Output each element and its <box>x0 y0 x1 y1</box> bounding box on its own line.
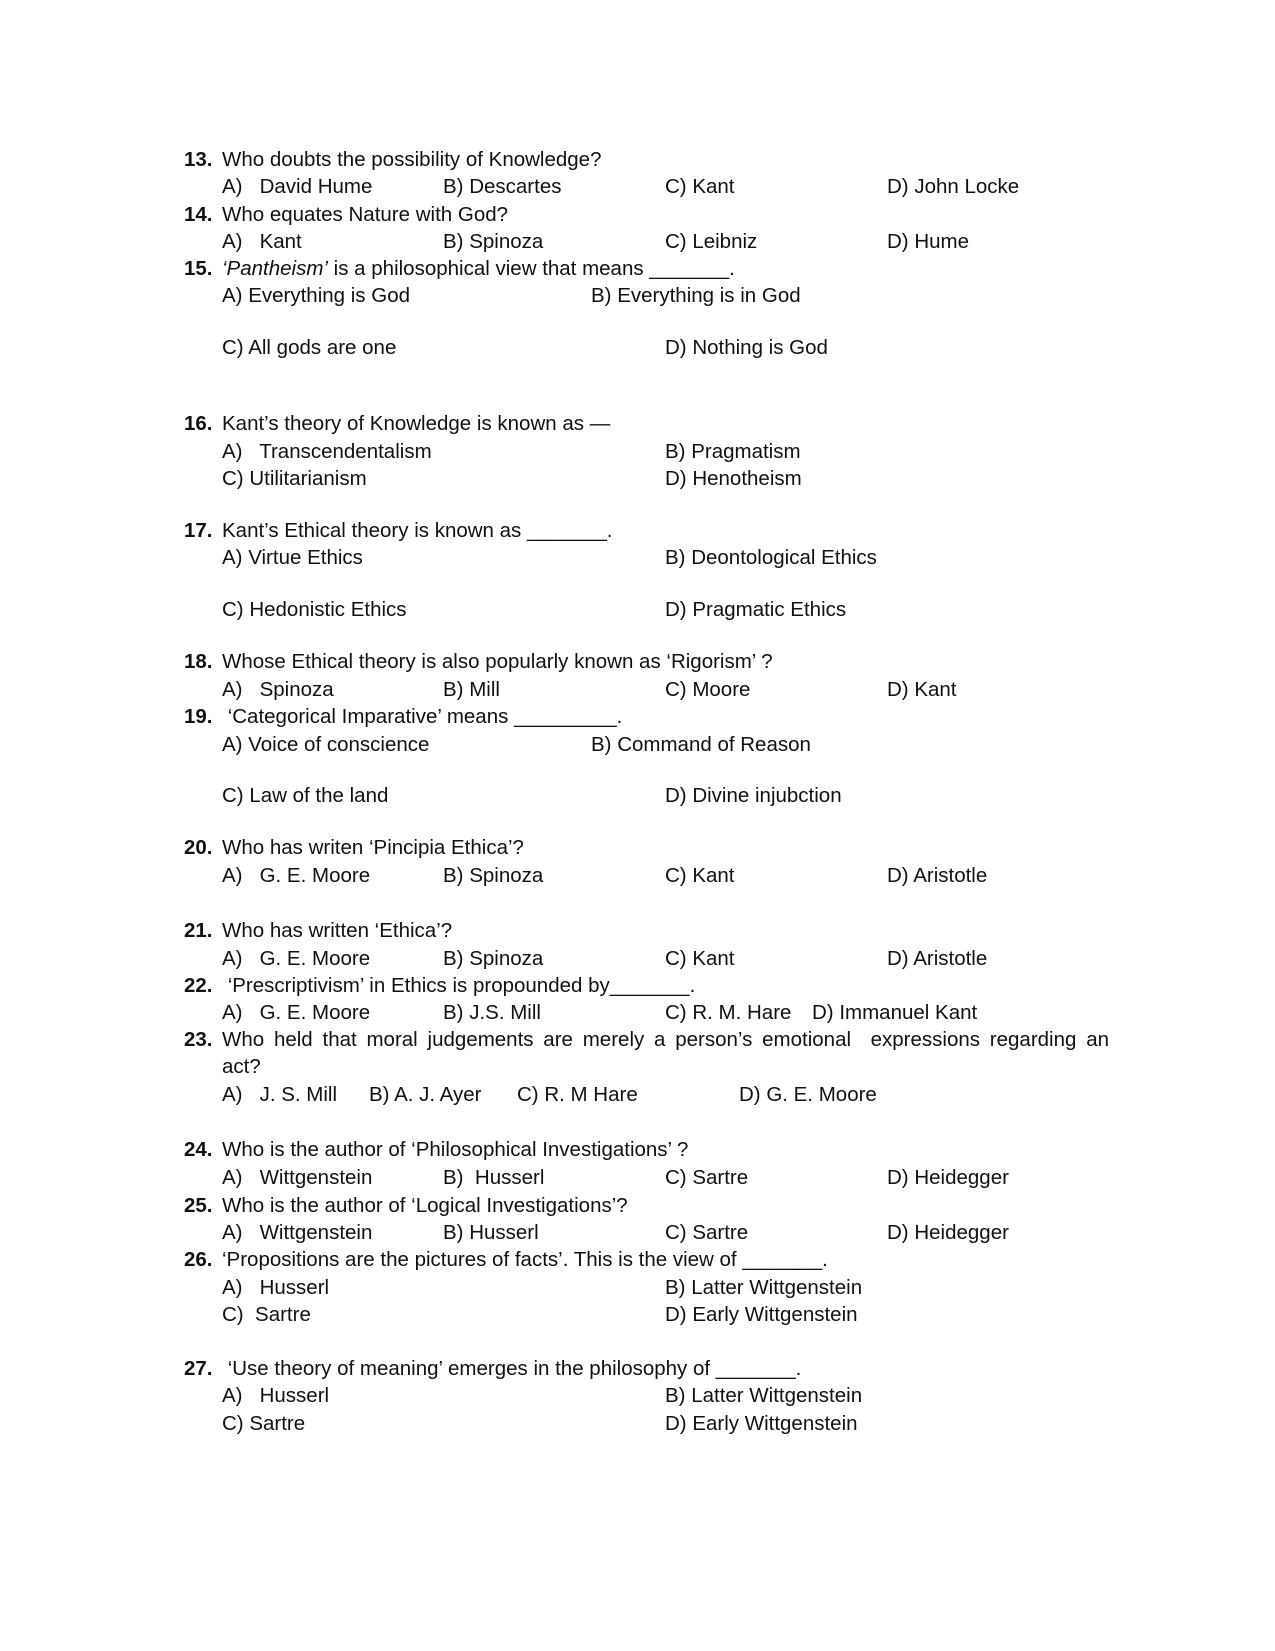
question-text: Kant’s theory of Knowledge is known as — <box>222 412 611 435</box>
options-13 <box>0 173 1275 201</box>
question-text-rest: is a philosophical view that means _______. <box>327 257 735 280</box>
option-d: D) Henotheism <box>665 467 802 490</box>
question-text: Who held that moral judgements are merely a person’s emotional expressions regarding an <box>222 1028 1109 1051</box>
option-b: B) J.S. Mill <box>443 1001 541 1024</box>
option-a: A) Spinoza <box>222 678 334 701</box>
question-number: 21. <box>184 919 213 942</box>
option-b: B) A. J. Ayer <box>369 1083 482 1106</box>
options-26-ab <box>0 1274 1275 1302</box>
question-text: Who doubts the possibility of Knowledge? <box>222 148 602 171</box>
option-d: D) Nothing is God <box>665 336 828 359</box>
option-c: C) Utilitarianism <box>222 467 367 490</box>
options-16-cd <box>0 465 1275 493</box>
question-text: Who has writen ‘Pincipia Ethica’? <box>222 836 524 859</box>
option-c: C) Kant <box>665 175 735 198</box>
question-23 <box>0 1026 1275 1054</box>
question-number: 27. <box>184 1357 213 1380</box>
question-number: 16. <box>184 412 213 435</box>
options-21 <box>0 945 1275 973</box>
option-d: D) John Locke <box>887 175 1020 198</box>
option-b: B) Everything is in God <box>591 284 801 307</box>
options-17-ab <box>0 544 1275 572</box>
options-17-cd <box>0 596 1275 624</box>
option-b: B) Spinoza <box>443 947 544 970</box>
option-c: C) Sartre <box>665 1221 749 1244</box>
option-c: C) Moore <box>665 678 751 701</box>
option-c: C) Kant <box>665 864 735 887</box>
question-number: 18. <box>184 650 213 673</box>
options-15-ab <box>0 282 1275 310</box>
option-b: B) Spinoza <box>443 230 544 253</box>
option-b: B) Husserl <box>443 1166 545 1189</box>
question-text: Whose Ethical theory is also popularly known as ‘Rigorism’ ? <box>222 650 773 673</box>
option-a: A) J. S. Mill <box>222 1083 338 1106</box>
question-number: 22. <box>184 974 213 997</box>
option-d: D) Immanuel Kant <box>812 1001 978 1024</box>
question-text: Who has written ‘Ethica’? <box>222 919 453 942</box>
options-18 <box>0 676 1275 704</box>
question-term: ‘Pantheism’ <box>222 257 328 280</box>
option-d: D) Pragmatic Ethics <box>665 598 847 621</box>
question-text: ‘Categorical Imparative’ means _________. <box>222 705 623 728</box>
option-a: A) Voice of conscience <box>222 733 430 756</box>
option-a: A) Everything is God <box>222 284 410 307</box>
option-a: A) Wittgenstein <box>222 1166 373 1189</box>
option-a: A) David Hume <box>222 175 373 198</box>
option-c: C) Kant <box>665 947 735 970</box>
options-26-cd <box>0 1301 1275 1329</box>
question-number: 23. <box>184 1028 213 1051</box>
option-a: A) Kant <box>222 230 302 253</box>
option-a: A) G. E. Moore <box>222 1001 371 1024</box>
option-c: C) Law of the land <box>222 784 389 807</box>
option-d: D) Early Wittgenstein <box>665 1303 858 1326</box>
option-c: C) All gods are one <box>222 336 397 359</box>
option-c: C) R. M Hare <box>517 1083 638 1106</box>
question-text-continued: act? <box>222 1055 261 1078</box>
option-d: D) Hume <box>887 230 970 253</box>
question-text: Who is the author of ‘Philosophical Investigations’ ? <box>222 1138 689 1161</box>
options-19-ab <box>0 731 1275 759</box>
option-c: C) Sartre <box>222 1412 306 1435</box>
option-b: B) Mill <box>443 678 500 701</box>
options-19-cd <box>0 782 1275 810</box>
option-a: A) Husserl <box>222 1276 330 1299</box>
options-15-cd <box>0 334 1275 362</box>
option-b: B) Deontological Ethics <box>665 546 877 569</box>
option-d: D) Heidegger <box>887 1166 1009 1189</box>
options-22 <box>0 999 1275 1027</box>
option-c: C) Leibniz <box>665 230 758 253</box>
question-number: 13. <box>184 148 213 171</box>
options-24 <box>0 1164 1275 1192</box>
question-text: ‘Prescriptivism’ in Ethics is propounded by_______. <box>222 974 696 997</box>
question-number: 25. <box>184 1194 213 1217</box>
question-number: 19. <box>184 705 213 728</box>
option-d: D) Divine injubction <box>665 784 842 807</box>
option-c: C) Sartre <box>222 1303 311 1326</box>
option-a: A) G. E. Moore <box>222 864 371 887</box>
option-d: D) Aristotle <box>887 947 988 970</box>
question-text: Who equates Nature with God? <box>222 203 509 226</box>
question-text <box>222 255 735 283</box>
option-a: A) Virtue Ethics <box>222 546 363 569</box>
option-b: B) Command of Reason <box>591 733 811 756</box>
option-b: B) Husserl <box>443 1221 539 1244</box>
options-23 <box>0 1081 1275 1109</box>
option-b: B) Latter Wittgenstein <box>665 1384 863 1407</box>
options-27-ab <box>0 1382 1275 1410</box>
question-number: 14. <box>184 203 213 226</box>
question-number: 26. <box>184 1248 213 1271</box>
option-c: C) Hedonistic Ethics <box>222 598 407 621</box>
options-25 <box>0 1219 1275 1247</box>
question-number: 20. <box>184 836 213 859</box>
option-b: B) Latter Wittgenstein <box>665 1276 863 1299</box>
question-number: 24. <box>184 1138 213 1161</box>
options-14 <box>0 228 1275 256</box>
question-number: 17. <box>184 519 213 542</box>
option-d: D) Early Wittgenstein <box>665 1412 858 1435</box>
question-number: 15. <box>184 257 213 280</box>
option-a: A) Husserl <box>222 1384 330 1407</box>
option-d: D) Aristotle <box>887 864 988 887</box>
option-b: B) Descartes <box>443 175 562 198</box>
question-text: ‘Use theory of meaning’ emerges in the philosophy of _______. <box>222 1357 802 1380</box>
option-a: A) G. E. Moore <box>222 947 371 970</box>
options-20 <box>0 862 1275 890</box>
option-d: D) G. E. Moore <box>739 1083 877 1106</box>
option-b: B) Spinoza <box>443 864 544 887</box>
options-16-ab <box>0 438 1275 466</box>
question-text: Who is the author of ‘Logical Investigations’? <box>222 1194 628 1217</box>
option-c: C) R. M. Hare <box>665 1001 792 1024</box>
options-27-cd <box>0 1410 1275 1438</box>
option-a: A) Transcendentalism <box>222 440 432 463</box>
question-text: Kant’s Ethical theory is known as _______. <box>222 519 613 542</box>
option-b: B) Pragmatism <box>665 440 801 463</box>
question-text: ‘Propositions are the pictures of facts’. This is the view of _______. <box>222 1248 828 1271</box>
option-d: D) Heidegger <box>887 1221 1009 1244</box>
option-d: D) Kant <box>887 678 957 701</box>
option-c: C) Sartre <box>665 1166 749 1189</box>
option-a: A) Wittgenstein <box>222 1221 373 1244</box>
